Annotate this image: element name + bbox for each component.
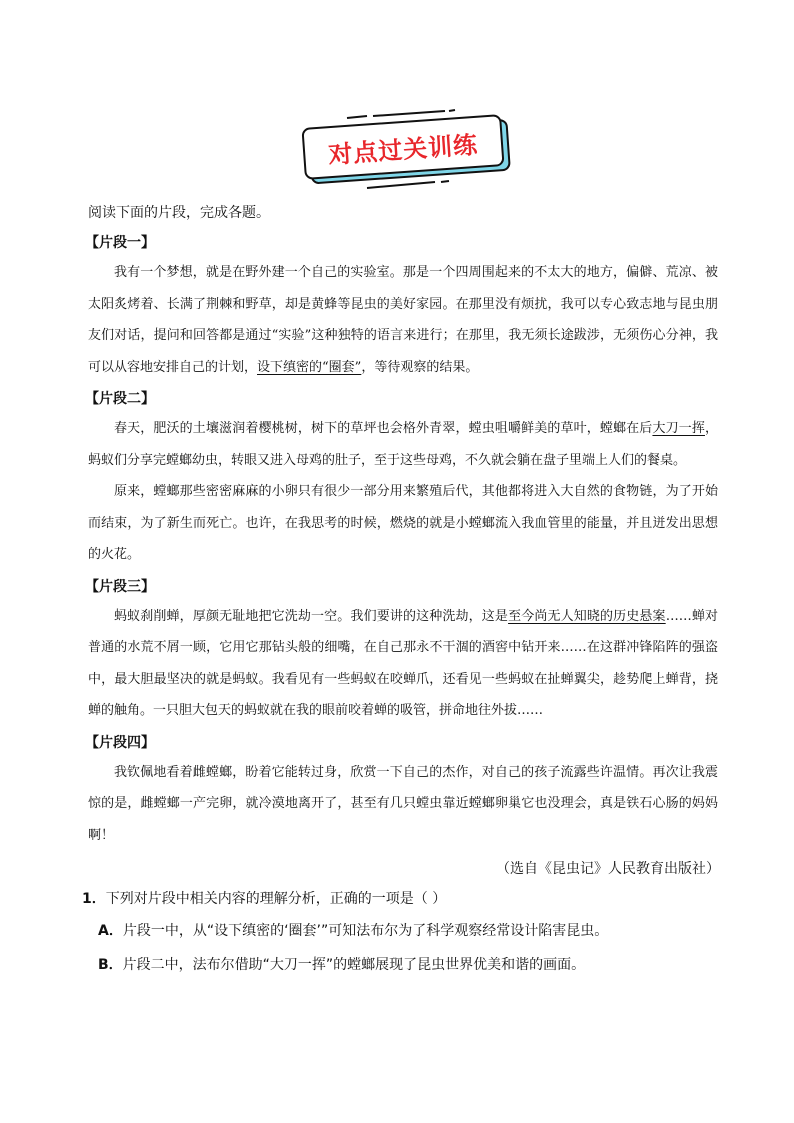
fragment-paragraph [88, 257, 718, 383]
fragments [85, 233, 718, 851]
text-run: 原来，螳螂那些密密麻麻的小卵只有很少一部分用来繁殖后代，其他都将进入大自然的食物链，为了开始而结束，为了新生而死亡。也许，在我思考的时候，燃烧的就是小螳螂流入我血管里的能量，并且迸发出思想的火花。 [88, 484, 718, 562]
question-1 [82, 889, 718, 909]
fragment-paragraph [88, 757, 718, 852]
underlined-phrase: 设下缜密的“圈套” [257, 359, 362, 375]
underlined-phrase: 大刀一挥 [652, 421, 705, 436]
option-letter: B． [98, 957, 123, 973]
option-letter: A． [98, 923, 123, 939]
option-b [98, 955, 718, 975]
text-run: 我有一个梦想，就是在野外建一个自己的实验室。那是一个四周围起来的不太大的地方，偏僻、荒凉、被太阳炙烤着、长满了荆棘和野草，却是黄蜂等昆虫的美好家园。在那里没有烦扰，我可以专心致志地与昆虫朋友们对话，提问和回答都是通过“实验”这种独特的语言来进行；在那里，我无须长途跋涉，无须伤心分神，我可以从容地安排自己的计划， [88, 265, 718, 375]
fragment-paragraph [88, 476, 718, 571]
question-stem: 下列对片段中相关内容的理解分析，正确的一项是（ ） [105, 891, 447, 907]
source-citation: （选自《昆虫记》人民教育出版社） [496, 861, 720, 877]
text-run: 我钦佩地看着雌螳螂，盼着它能转过身，欣赏一下自己的杰作，对自己的孩子流露些许温情。再次让我震惊的是，雌螳螂一产完卵，就冷漠地离开了，甚至有几只螳虫靠近螳螂卵巢它也没理会，真是铁石心肠的妈妈啊！ [88, 764, 718, 843]
question-options [88, 921, 718, 975]
option-text: 片段一中，从“设下缜密的‘圈套’”可知法布尔为了科学观察经常设计陷害昆虫。 [122, 923, 609, 939]
option-a [98, 921, 718, 941]
text-run: 蚂蚁刹削蝉，厚颜无耻地把它洗劫一空。我们要讲的这种洗劫，这是 [114, 608, 509, 624]
fragment-paragraph [88, 413, 718, 476]
question-number: 1． [82, 891, 106, 907]
text-run: ，等待观察的结果。 [361, 359, 479, 375]
fragment-label: 【片段二】 [85, 391, 155, 407]
intro-instruction: 阅读下面的片段，完成各题。 [88, 205, 270, 221]
title-banner [301, 114, 504, 180]
text-run: ……蝉对普通的水荒不屑一顾，它用它那钻头般的细嘴，在自己那永不干涸的酒窖中钻开来……在这群冲锋陷阵的强盗中，最大胆最坚决的就是蚂蚁。我看见有一些蚂蚁在咬蝉爪，还看见一些蚂蚁在扯蝉翼尖，趁势爬上蝉背，挠蝉的触角。一只胆大包天的蚂蚁就在我的眼前咬着蝉的吸管，拼命地往外拔…… [88, 608, 718, 718]
text-run: 春天，肥沃的土壤滋润着樱桃树，树下的草坪也会格外青翠，螳虫咀嚼鲜美的草叶，螳螂在后 [114, 421, 653, 436]
option-text: 片段二中，法布尔借助“大刀一挥”的螳螂展现了昆虫世界优美和谐的画面。 [122, 957, 586, 973]
text-run: ，蚂蚁们分享完螳螂幼虫，转眼又进入母鸡的肚子，至于这些母鸡，不久就会躺在盘子里端上人们的餐桌。 [88, 421, 718, 468]
underlined-phrase: 至今尚无人知晓的历史悬案 [508, 608, 666, 624]
fragment-label: 【片段三】 [85, 578, 155, 595]
fragment-label: 【片段四】 [85, 734, 155, 751]
document-body [82, 203, 720, 989]
banner-decoration-bottom [365, 176, 485, 190]
banner-title: 对点过关训练 [327, 130, 479, 169]
fragment-paragraph [88, 601, 718, 727]
fragment-label: 【片段一】 [85, 235, 155, 251]
